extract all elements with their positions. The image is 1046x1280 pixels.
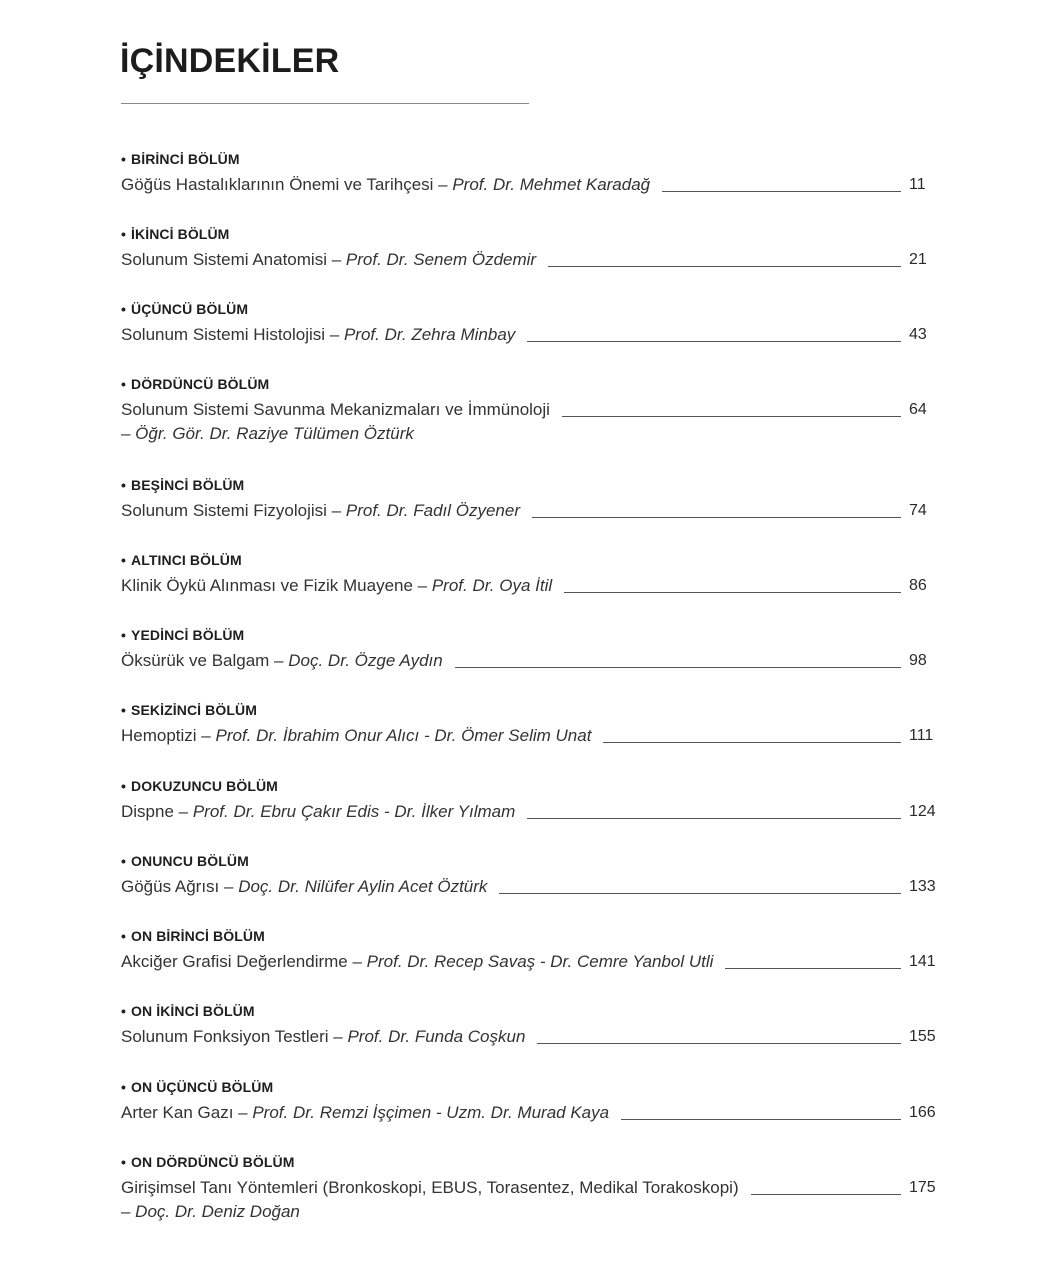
bullet-marker: • <box>121 477 127 493</box>
chapter-number-label: ALTINCI BÖLÜM <box>131 552 242 568</box>
chapter-line <box>121 876 937 898</box>
page-number: 111 <box>909 727 934 744</box>
chapter-number-label: ON ÜÇÜNCÜ BÖLÜM <box>131 1079 274 1095</box>
bullet-marker: • <box>121 151 127 167</box>
chapter-title-text: Hemoptizi – <box>121 726 216 745</box>
bullet-marker: • <box>121 226 127 242</box>
toc-entry[interactable] <box>121 150 937 196</box>
leader-line <box>725 968 901 969</box>
chapter-title-text: Solunum Sistemi Anatomisi – <box>121 250 346 269</box>
chapter-line <box>121 575 937 597</box>
chapter-title <box>121 500 520 522</box>
chapter-title-text: Arter Kan Gazı – <box>121 1103 253 1122</box>
chapter-number-label: SEKİZİNCİ BÖLÜM <box>131 702 257 718</box>
page-title: İÇİNDEKİLER <box>120 42 340 80</box>
chapter-line <box>121 1102 937 1124</box>
chapter-line <box>121 951 937 973</box>
chapter-author: Prof. Dr. Remzi İşçimen - Uzm. Dr. Murad Kaya <box>252 1103 610 1122</box>
leader-line <box>603 742 901 743</box>
leader-line <box>532 517 901 518</box>
chapter-label <box>121 476 937 494</box>
chapter-title-text: Solunum Sistemi Fizyolojisi – <box>121 501 346 520</box>
chapter-label <box>121 375 937 393</box>
chapter-label <box>121 150 937 168</box>
chapter-title <box>121 399 550 421</box>
bullet-marker: • <box>121 778 127 794</box>
bullet-marker: • <box>121 1079 127 1095</box>
page-number: 124 <box>909 803 936 820</box>
chapter-author: Doç. Dr. Özge Aydın <box>288 651 443 670</box>
chapter-label <box>121 225 937 243</box>
chapter-line <box>121 725 937 747</box>
bullet-marker: • <box>121 702 127 718</box>
chapter-line <box>121 650 937 672</box>
bullet-marker: • <box>121 928 127 944</box>
chapter-label <box>121 777 937 795</box>
leader-line <box>621 1119 901 1120</box>
chapter-title <box>121 801 515 823</box>
chapter-line <box>121 324 937 346</box>
toc-entry[interactable] <box>121 1002 937 1048</box>
chapter-number-label: ON DÖRDÜNCÜ BÖLÜM <box>131 1154 295 1170</box>
chapter-title-text: Göğüs Hastalıklarının Önemi ve Tarihçesi – <box>121 175 453 194</box>
toc-entry[interactable] <box>121 852 937 898</box>
chapter-title-text: Girişimsel Tanı Yöntemleri (Bronkoskopi, EBUS, Torasentez, Medikal Torakoskopi) <box>121 1178 739 1197</box>
chapter-number-label: YEDİNCİ BÖLÜM <box>131 627 245 643</box>
bullet-marker: • <box>121 1003 127 1019</box>
toc-entry[interactable] <box>121 1078 937 1124</box>
chapter-label <box>121 927 937 945</box>
chapter-title-text: Klinik Öykü Alınması ve Fizik Muayene – <box>121 576 432 595</box>
chapter-author-line: – Doç. Dr. Deniz Doğan <box>121 1202 300 1221</box>
chapter-label <box>121 551 937 569</box>
chapter-author: Prof. Dr. Mehmet Karadağ <box>452 175 651 194</box>
page-number: 74 <box>909 502 927 519</box>
leader-line <box>527 818 901 819</box>
chapter-title-text: Akciğer Grafisi Değerlendirme – <box>121 952 367 971</box>
page-number: 98 <box>909 652 927 669</box>
toc-entry[interactable] <box>121 626 937 672</box>
chapter-number-label: ON BİRİNCİ BÖLÜM <box>131 928 265 944</box>
chapter-title <box>121 1177 739 1199</box>
chapter-title-text: Göğüs Ağrısı – <box>121 877 239 896</box>
page-number: 155 <box>909 1028 936 1045</box>
chapter-title-text: Öksürük ve Balgam – <box>121 651 289 670</box>
page-number: 43 <box>909 326 927 343</box>
chapter-author: Prof. Dr. Ebru Çakır Edis - Dr. İlker Yılmam <box>192 802 516 821</box>
chapter-title <box>121 951 713 973</box>
chapter-number-label: DOKUZUNCU BÖLÜM <box>131 778 278 794</box>
chapter-number-label: BİRİNCİ BÖLÜM <box>131 151 240 167</box>
bullet-marker: • <box>121 376 127 392</box>
chapter-author: Prof. Dr. Funda Coşkun <box>347 1027 526 1046</box>
chapter-author: Prof. Dr. Recep Savaş - Dr. Cemre Yanbol Utli <box>366 952 714 971</box>
chapter-title <box>121 575 552 597</box>
chapter-title <box>121 650 443 672</box>
title-underline <box>121 103 529 104</box>
toc-entry[interactable] <box>121 375 937 445</box>
toc-entry[interactable] <box>121 551 937 597</box>
bullet-marker: • <box>121 853 127 869</box>
page-number: 141 <box>909 953 936 970</box>
chapter-line <box>121 249 937 271</box>
chapter-number-label: ON İKİNCİ BÖLÜM <box>131 1003 255 1019</box>
leader-line <box>537 1043 901 1044</box>
chapter-number-label: ÜÇÜNCÜ BÖLÜM <box>131 301 249 317</box>
chapter-line <box>121 1177 937 1199</box>
chapter-label <box>121 1153 937 1171</box>
page-number: 11 <box>909 176 926 193</box>
toc-entry[interactable] <box>121 927 937 973</box>
leader-line <box>499 893 901 894</box>
chapter-title <box>121 876 487 898</box>
chapter-author: Prof. Dr. Fadıl Özyener <box>345 501 521 520</box>
chapter-title <box>121 174 650 196</box>
bullet-marker: • <box>121 301 127 317</box>
chapter-title-text: Solunum Fonksiyon Testleri – <box>121 1027 348 1046</box>
chapter-author: Prof. Dr. İbrahim Onur Alıcı - Dr. Ömer Selim Unat <box>215 726 592 745</box>
chapter-title <box>121 1026 525 1048</box>
chapter-label <box>121 1002 937 1020</box>
page-number: 21 <box>909 251 927 268</box>
toc-entry[interactable] <box>121 476 937 522</box>
toc-entry[interactable] <box>121 1153 937 1223</box>
chapter-title-text: Dispne – <box>121 802 193 821</box>
chapter-line <box>121 174 937 196</box>
page-number: 64 <box>909 401 927 418</box>
page-number: 133 <box>909 878 936 895</box>
chapter-number-label: ONUNCU BÖLÜM <box>131 853 249 869</box>
leader-line <box>548 266 901 267</box>
chapter-line <box>121 399 937 421</box>
toc-entry[interactable] <box>121 300 937 346</box>
chapter-title <box>121 249 536 271</box>
toc-entry[interactable] <box>121 701 937 747</box>
chapter-line <box>121 1026 937 1048</box>
chapter-author: Prof. Dr. Oya İtil <box>431 576 553 595</box>
chapter-label <box>121 626 937 644</box>
toc-entry[interactable] <box>121 777 937 823</box>
bullet-marker: • <box>121 1154 127 1170</box>
chapter-label <box>121 701 937 719</box>
leader-line <box>455 667 901 668</box>
chapter-number-label: İKİNCİ BÖLÜM <box>131 226 230 242</box>
chapter-author: Doç. Dr. Nilüfer Aylin Acet Öztürk <box>238 877 488 896</box>
chapter-number-label: BEŞİNCİ BÖLÜM <box>131 477 245 493</box>
leader-line <box>527 341 901 342</box>
bullet-marker: • <box>121 552 127 568</box>
chapter-title-text: Solunum Sistemi Savunma Mekanizmaları ve İmmünoloji <box>121 400 550 419</box>
page-number: 166 <box>909 1104 936 1121</box>
chapter-title <box>121 725 591 747</box>
chapter-author: Prof. Dr. Zehra Minbay <box>343 325 516 344</box>
chapter-label <box>121 1078 937 1096</box>
chapter-label <box>121 852 937 870</box>
chapter-title-text: Solunum Sistemi Histolojisi – <box>121 325 344 344</box>
toc-entry[interactable] <box>121 225 937 271</box>
leader-line <box>564 592 901 593</box>
leader-line <box>662 191 901 192</box>
chapter-label <box>121 300 937 318</box>
chapter-author: Prof. Dr. Senem Özdemir <box>345 250 537 269</box>
chapter-line <box>121 801 937 823</box>
bullet-marker: • <box>121 627 127 643</box>
chapter-author-line: – Öğr. Gör. Dr. Raziye Tülümen Öztürk <box>121 424 414 443</box>
page-number: 86 <box>909 577 927 594</box>
leader-line <box>562 416 901 417</box>
leader-line <box>751 1194 901 1195</box>
chapter-line <box>121 500 937 522</box>
chapter-title <box>121 324 515 346</box>
chapter-number-label: DÖRDÜNCÜ BÖLÜM <box>131 376 270 392</box>
page-number: 175 <box>909 1179 936 1196</box>
chapter-title <box>121 1102 609 1124</box>
